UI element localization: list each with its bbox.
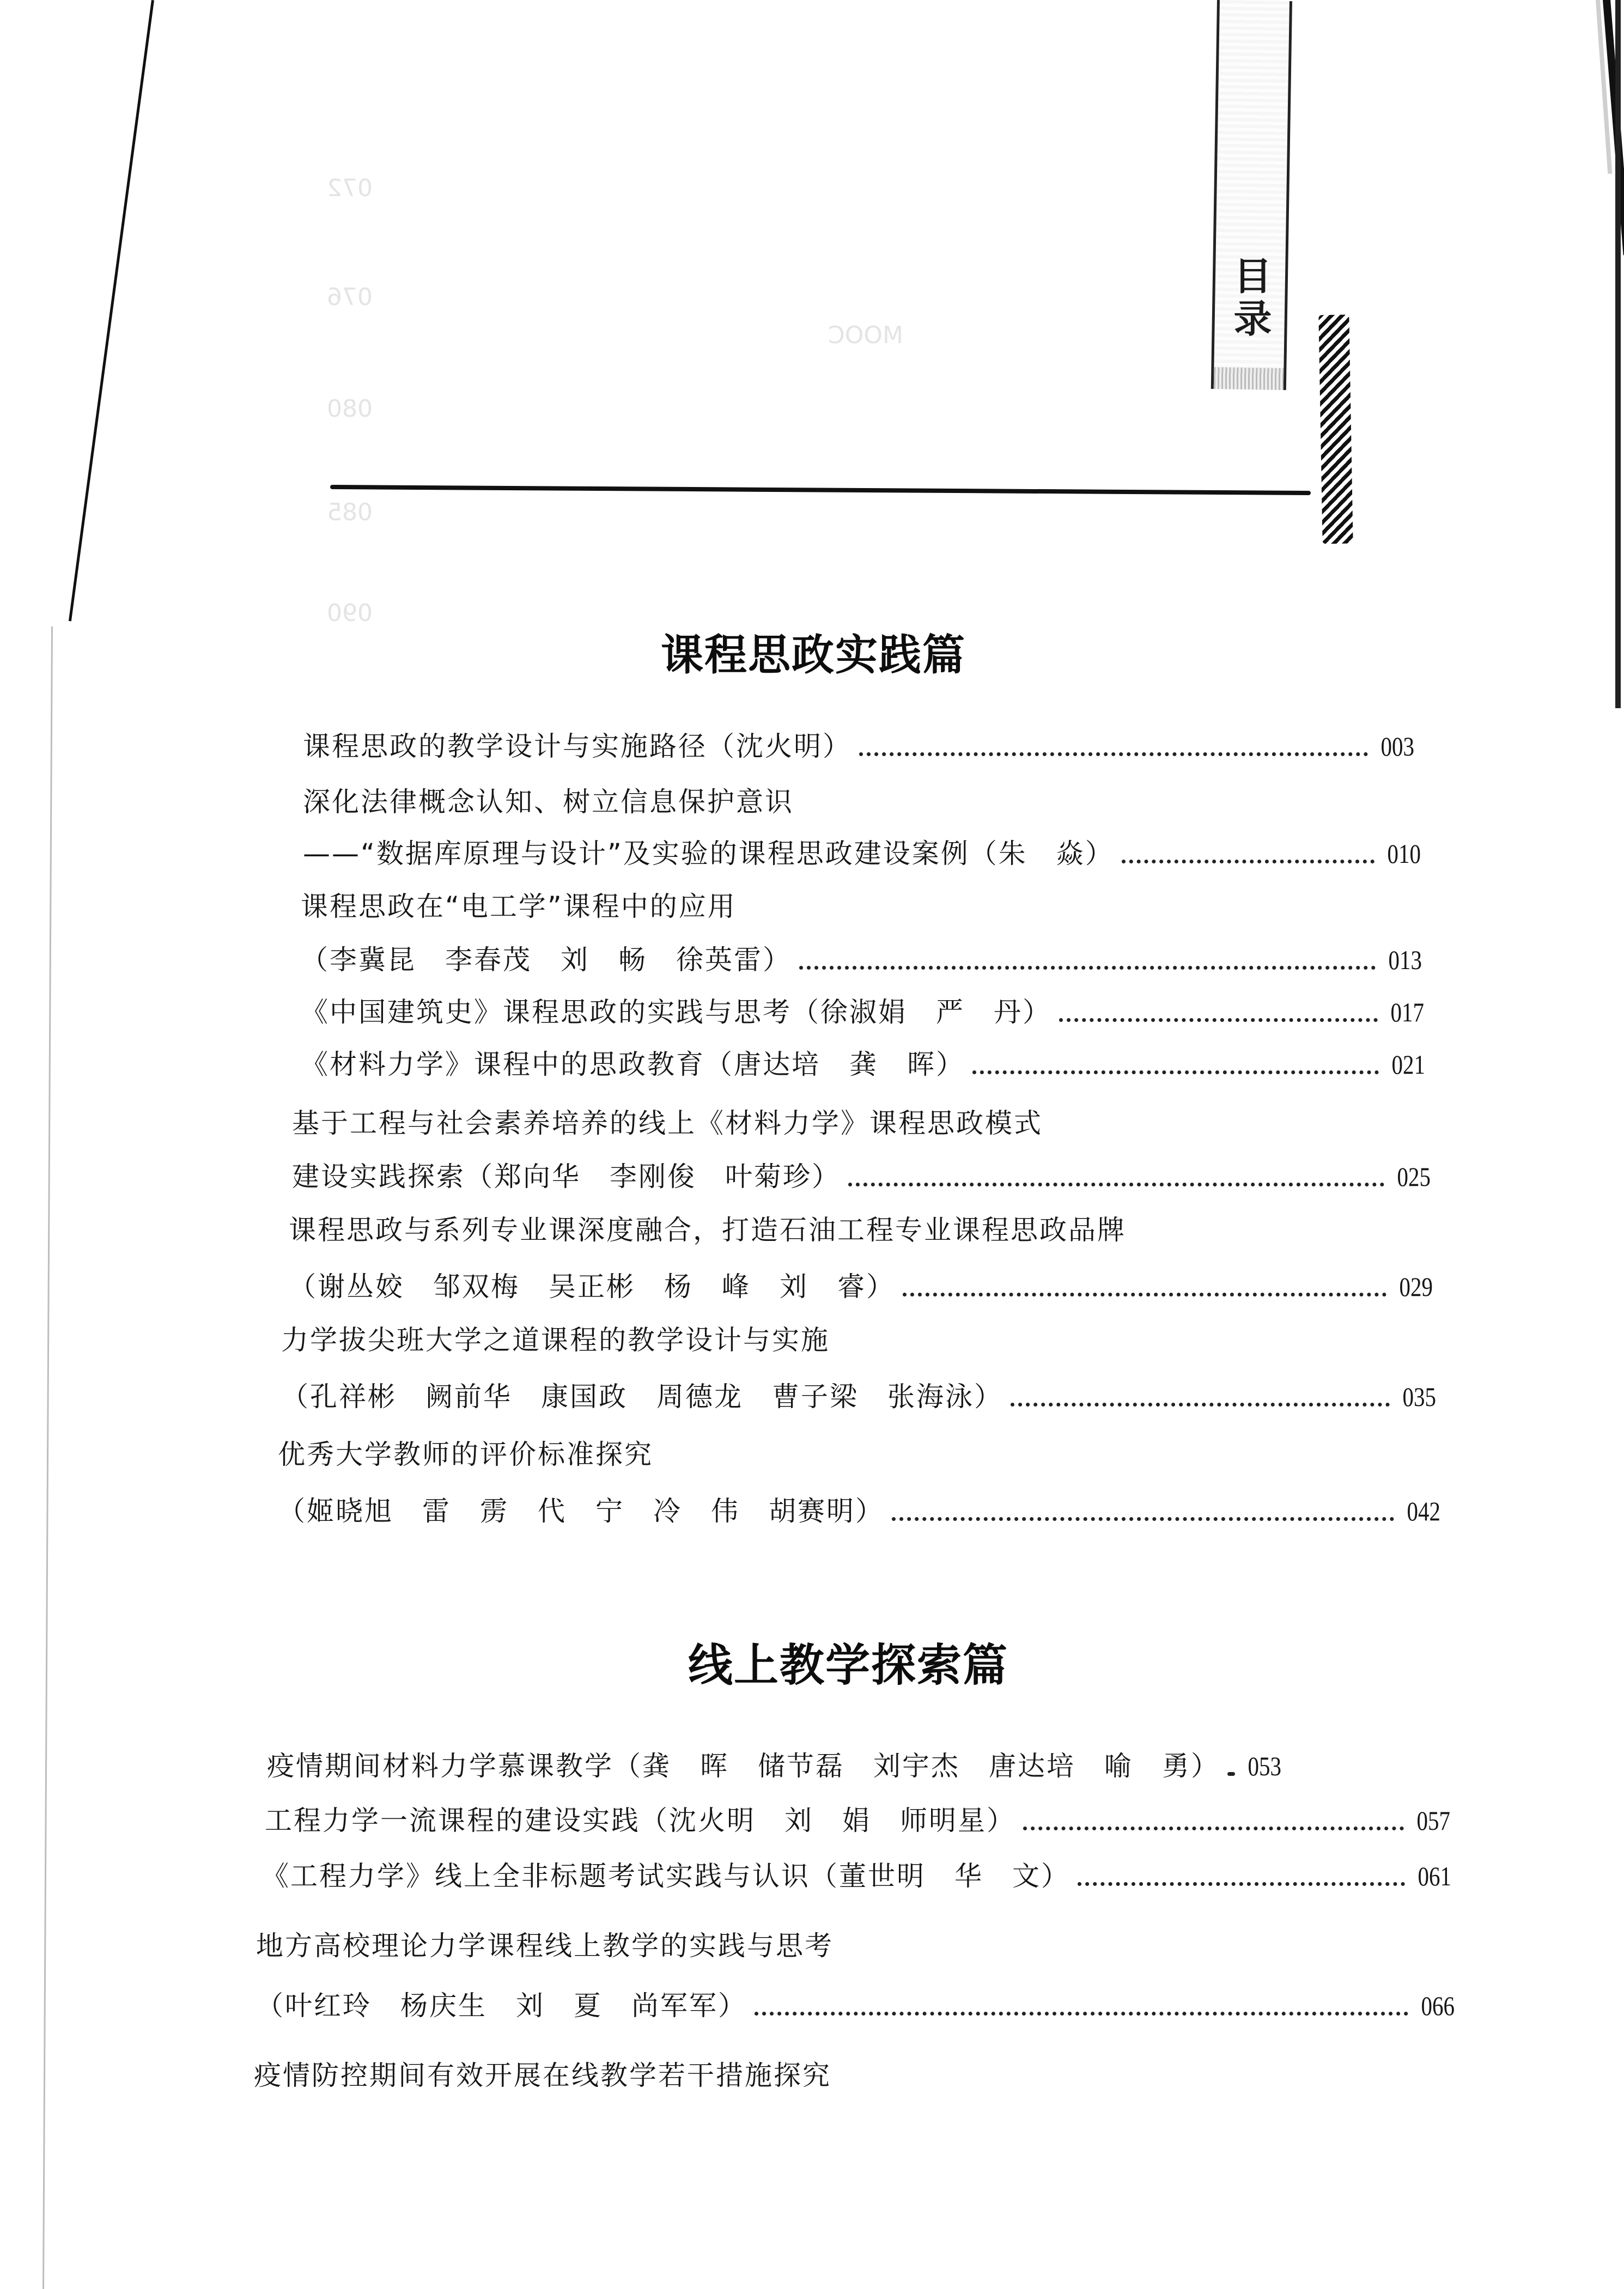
entry-page-number: 029: [1399, 1271, 1433, 1302]
toc-entry[interactable]: [265, 1803, 1450, 1838]
section-heading-ideology-practice: 课程思政实践篇: [661, 630, 966, 680]
entry-page-number: 066: [1421, 1990, 1455, 2021]
entry-authors: （龚 晖 储节磊 刘宇杰 唐达培 喻 勇）: [613, 1750, 1220, 1782]
dot-leader: [1227, 1772, 1235, 1776]
toc-entry[interactable]: [289, 1269, 1433, 1304]
page-edge-left: [69, 0, 154, 622]
dot-leader: [799, 966, 1376, 970]
entry-title: 疫情期间材料力学慕课教学: [267, 1750, 613, 1782]
entry-authors: （李冀昆 李春茂 刘 畅 徐英雷）: [301, 944, 792, 976]
toc-entry-title-line[interactable]: [254, 2058, 831, 2093]
entry-title: 优秀大学教师的评价标准探究: [278, 1439, 653, 1470]
toc-entry[interactable]: [303, 836, 1421, 871]
toc-entry-title-line[interactable]: [289, 1213, 1126, 1247]
entry-page-number: 021: [1391, 1049, 1425, 1080]
toc-entry[interactable]: [303, 729, 1414, 764]
entry-page-number: 003: [1380, 731, 1414, 762]
dot-leader: [903, 1293, 1386, 1296]
bleed-through-page-number: 085: [327, 498, 373, 526]
entry-authors: （沈火明）: [707, 730, 851, 762]
entry-authors: （郑向华 李刚俊 叶菊珍）: [465, 1161, 841, 1192]
bleed-through-word: MOOC: [828, 321, 903, 349]
dot-leader: [1122, 860, 1374, 863]
dot-leader: [1059, 1018, 1378, 1022]
entry-page-number: 053: [1248, 1751, 1281, 1781]
toc-entry-title-line[interactable]: [256, 1928, 834, 1963]
bleed-through-page-number: 080: [327, 395, 373, 423]
entry-page-number: 061: [1418, 1861, 1451, 1891]
entry-title: 工程力学一流课程的建设实践: [265, 1805, 640, 1836]
entry-page-number: 035: [1402, 1381, 1436, 1412]
entry-authors: （徐淑娟 严 丹）: [792, 996, 1051, 1028]
dot-leader: [1011, 1403, 1390, 1407]
toc-entry[interactable]: [292, 1159, 1431, 1194]
dot-leader: [892, 1517, 1394, 1521]
page-edge-right-outer: [1615, 0, 1621, 708]
entry-page-number: 013: [1388, 945, 1422, 975]
entry-title: 课程思政在“电工学”课程中的应用: [301, 891, 737, 922]
entry-title: 《中国建筑史》课程思政的实践与思考: [301, 996, 792, 1028]
entry-title: 基于工程与社会素养培养的线上《材料力学》课程思政模式: [292, 1107, 1043, 1139]
dot-leader: [1023, 1827, 1404, 1830]
toc-entry[interactable]: [301, 995, 1424, 1030]
dot-leader: [755, 2012, 1408, 2016]
entry-page-number: 017: [1390, 997, 1424, 1027]
toc-entry-title-line[interactable]: [292, 1106, 1043, 1141]
hatched-stripe-decoration: [1318, 315, 1353, 544]
toc-entry[interactable]: [301, 942, 1422, 977]
entry-title: 力学拔尖班大学之道课程的教学设计与实施: [281, 1324, 830, 1356]
dot-leader: [972, 1070, 1379, 1074]
entry-authors: （朱 焱）: [969, 838, 1114, 869]
section-heading-online-teaching: 线上教学探索篇: [688, 1639, 1009, 1691]
entry-title: 地方高校理论力学课程线上教学的实践与思考: [256, 1930, 834, 1962]
entry-authors: （沈火明 刘 娟 师明星）: [640, 1805, 1015, 1836]
entry-authors: （姬晓旭 雷 雳 代 宁 冷 伟 胡赛明）: [278, 1495, 884, 1527]
toc-entry[interactable]: [281, 1379, 1436, 1414]
entry-authors: （唐达培 龚 晖）: [705, 1049, 965, 1080]
bleed-through-page-number: 090: [327, 599, 373, 627]
entry-page-number: 025: [1397, 1161, 1431, 1192]
toc-entry-title-line[interactable]: [303, 784, 794, 819]
entry-authors: （叶红玲 杨庆生 刘 夏 尚军军）: [256, 1990, 747, 2022]
entry-title: 《工程力学》线上全非标题考试实践与认识: [261, 1860, 810, 1892]
dot-leader: [859, 752, 1368, 756]
dot-leader: [848, 1183, 1384, 1186]
bleed-through-page-number: 072: [327, 174, 373, 202]
toc-tab-label: 目录: [1227, 256, 1272, 341]
toc-entry[interactable]: [256, 1988, 1455, 2023]
entry-title: 课程思政与系列专业课深度融合，打造石油工程专业课程思政品牌: [289, 1214, 1126, 1246]
bleed-through-page-number: 076: [327, 283, 373, 311]
toc-entry-title-line[interactable]: [301, 889, 737, 924]
entry-page-number: 042: [1407, 1496, 1440, 1526]
dot-leader: [1078, 1882, 1405, 1886]
entry-authors: （谢丛姣 邹双梅 吴正彬 杨 峰 刘 睿）: [289, 1271, 895, 1302]
entry-title-continued: 建设实践探索: [292, 1161, 465, 1192]
toc-entry[interactable]: [278, 1494, 1440, 1529]
entry-title: 疫情防控期间有效开展在线教学若干措施探究: [254, 2060, 831, 2091]
toc-entry[interactable]: [267, 1749, 1449, 1783]
entry-authors: （董世明 华 文）: [810, 1860, 1070, 1892]
toc-entry-title-line[interactable]: [278, 1437, 653, 1472]
entry-subtitle: ——“数据库原理与设计”及实验的课程思政建设案例: [303, 838, 970, 869]
header-rule: [330, 485, 1311, 495]
toc-entry[interactable]: [301, 1047, 1425, 1082]
entry-title: 《材料力学》课程中的思政教育: [301, 1049, 705, 1080]
page-edge-left-faint: [42, 626, 53, 2289]
entry-title: 深化法律概念认知、树立信息保护意识: [303, 786, 794, 818]
entry-title: 课程思政的教学设计与实施路径: [303, 730, 707, 762]
entry-authors: （孔祥彬 阙前华 康国政 周德龙 曹子梁 张海泳）: [281, 1381, 1003, 1413]
entry-page-number: 010: [1387, 838, 1421, 869]
toc-entry[interactable]: [261, 1859, 1451, 1894]
toc-entry-title-line[interactable]: [281, 1323, 830, 1357]
entry-page-number: 057: [1416, 1805, 1450, 1836]
